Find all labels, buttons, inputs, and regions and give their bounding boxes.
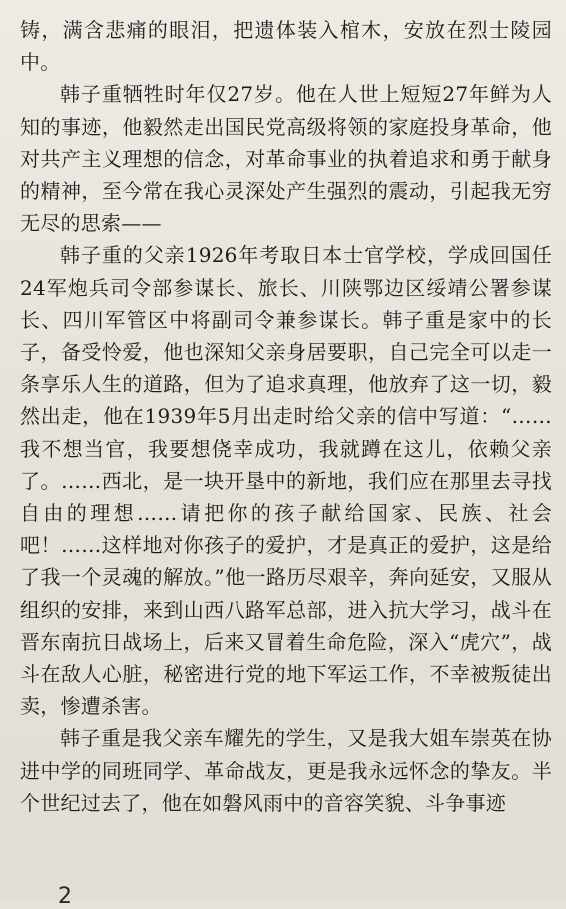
paragraph-3: 韩子重的父亲1926年考取日本士官学校，学成回国任24军炮兵司令部参谋长、旅长、川陕鄂边区绥靖公署参谋长、四川军管区中将副司令兼参谋长。韩子重是家中的长子，备受怜爱，他也深知父亲身居要职，自己完全可以走一条享乐人生的道路，但为了追求真理，他放弃了这一切，毅然出走，他在1939年5月出走时给父亲的信中写道：“……我不想当官，我要想侥幸成功，我就蹲在这儿，依赖父亲了。……西北，是一块开垦中的新地，我们应在那里去寻找自由的理想……请把你的孩子献给国家、民族、社会吧！……这样地对你孩子的爱护，才是真正的爱护，这是给了我一个灵魂的解放。”他一路历尽艰辛，奔向延安，又服从组织的安排，来到山西八路军总部，进入抗大学习，战斗在晋东南抗日战场上，后来又冒着生命危险，深入“虎穴”，战斗在敌人心脏，秘密进行党的地下军运工作，不幸被叛徒出卖，惨遭杀害。 xyxy=(20,243,552,719)
paragraph-4: 韩子重是我父亲车耀先的学生，又是我大姐车崇英在协进中学的同班同学、革命战友，更是我永远怀念的挚友。半个世纪过去了，他在如磐风雨中的音容笑貌、斗争事迹 xyxy=(20,726,552,815)
paragraph-1: 铸，满含悲痛的眼泪，把遗体装入棺木，安放在烈士陵园中。 xyxy=(20,18,552,75)
body-text xyxy=(20,14,552,819)
page-number: 2 xyxy=(58,884,72,909)
paragraph-2: 韩子重牺牲时年仅27岁。他在人世上短短27年鲜为人知的事迹，他毅然走出国民党高级将领的家庭投身革命，他对共产主义理想的信念，对革命事业的执着追求和勇于献身的精神，至今常在我心灵深处产生强烈的震动，引起我无穷无尽的思索—— xyxy=(20,82,552,236)
